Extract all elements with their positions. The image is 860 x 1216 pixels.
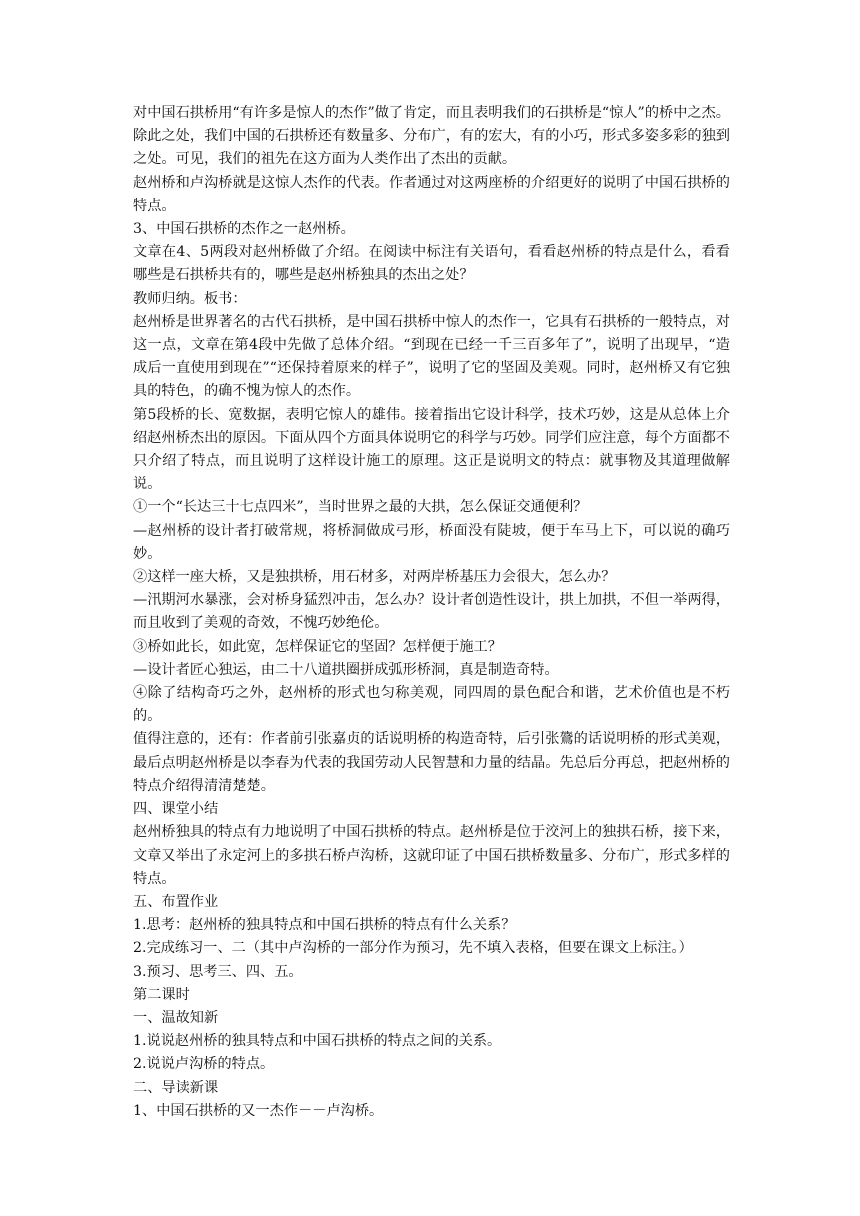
- document-body: [133, 102, 730, 1123]
- paragraph-zhaozhou-design: 第5段桥的长、宽数据，表明它惊人的雄伟。接着指出它设计科学，技术巧妙，这是从总体上介绍赵州桥杰出的原因。下面从四个方面具体说明它的科学与巧妙。同学们应注意，每个方面都不只介绍了特点，而且说明了这样设计施工的原理。这正是说明文的特点：就事物及其道理做解说。: [133, 406, 730, 493]
- answer-3: —设计者匠心独运，由二十八道拱圈拼成弧形桥洞，真是制造奇特。: [133, 661, 559, 678]
- answer-1: —赵州桥的设计者打破常规，将桥洞做成弓形，桥面没有陡坡，便于车马上下，可以说的确巧妙。: [133, 522, 730, 562]
- section-heading-homework: 五、布置作业: [133, 893, 219, 910]
- homework-item-1: 1.思考：赵州桥的独具特点和中国石拱桥的特点有什么关系？: [133, 917, 516, 934]
- paragraph-class-summary: 赵州桥独具的特点有力地说明了中国石拱桥的特点。赵州桥是位于洨河上的独拱石桥，接下来，文章又举出了永定河上的多拱石桥卢沟桥，这就印证了中国石拱桥数量多、分布广，形式多样的特点。: [133, 824, 730, 887]
- section-heading-new-lesson: 二、导读新课: [133, 1079, 219, 1096]
- section-heading-lugou: 1、中国石拱桥的又一杰作－－卢沟桥。: [133, 1102, 384, 1119]
- homework-item-2: 2.完成练习一、二（其中卢沟桥的一部分作为预习，先不填入表格，但要在课文上标注。）: [133, 940, 693, 957]
- point-4: ④除了结构奇巧之外，赵州桥的形式也匀称美观，同四周的景色配合和谐，艺术价值也是不朽的。: [133, 685, 730, 725]
- review-item-2: 2.说说卢沟桥的特点。: [133, 1056, 275, 1073]
- question-2: ②这样一座大桥，又是独拱桥，用石材多，对两岸桥基压力会很大，怎么办？: [133, 569, 616, 586]
- paragraph-representative-bridges: 赵州桥和卢沟桥就是这惊人杰作的代表。作者通过对这两座桥的介绍更好的说明了中国石拱桥的特点。: [133, 174, 730, 214]
- paragraph-intro-summary: 对中国石拱桥用“有许多是惊人的杰作”做了肯定，而且表明我们的石拱桥是“惊人”的桥中之杰。除此之处，我们中国的石拱桥还有数量多、分布广，有的宏大，有的小巧，形式多姿多彩的独到之处。可见，我们的祖先在这方面为人类作出了杰出的贡献。: [133, 105, 730, 168]
- paragraph-reading-task: 文章在4、5两段对赵州桥做了介绍。在阅读中标注有关语句，看看赵州桥的特点是什么，看看哪些是石拱桥共有的，哪些是赵州桥独具的杰出之处？: [133, 244, 730, 284]
- paragraph-notable-points: 值得注意的，还有：作者前引张嘉贞的话说明桥的构造奇特，后引张鷟的话说明桥的形式美观，最后点明赵州桥是以李春为代表的我国劳动人民智慧和力量的结晶。先总后分再总，把赵州桥的特点介绍得清清楚楚。: [133, 731, 730, 794]
- homework-item-3: 3.预习、思考三、四、五。: [133, 963, 303, 980]
- paragraph-zhaozhou-general: 赵州桥是世界著名的古代石拱桥，是中国石拱桥中惊人的杰作一，它具有石拱桥的一般特点，对这一点，文章在第4段中先做了总体介绍。“到现在已经一千三百多年了”，说明了出现早，“造成后一直使用到现在”“还保持着原来的样子”，说明了它的坚固及美观。同时，赵州桥又有它独具的特色，的确不愧为惊人的杰作。: [133, 313, 730, 400]
- review-item-1: 1.说说赵州桥的独具特点和中国石拱桥的特点之间的关系。: [133, 1033, 502, 1050]
- paragraph-teacher-summary-label: 教师归纳。板书：: [133, 290, 247, 307]
- section-heading-zhaozhou: 3、中国石拱桥的杰作之一赵州桥。: [133, 221, 355, 238]
- section-heading-review: 一、温故知新: [133, 1009, 219, 1026]
- question-3: ③桥如此长，如此宽，怎样保证它的坚固？怎样便于施工？: [133, 638, 502, 655]
- question-1: ①一个“长达三十七点四米”，当时世界之最的大拱，怎么保证交通便利？: [133, 499, 588, 516]
- section-heading-second-lesson: 第二课时: [133, 986, 190, 1003]
- section-heading-class-summary: 四、课堂小结: [133, 801, 219, 818]
- answer-2: —汛期河水暴涨，会对桥身猛烈冲击，怎么办？设计者创造性设计，拱上加拱，不但一举两得，而且收到了美观的奇效，不愧巧妙绝伦。: [133, 592, 730, 632]
